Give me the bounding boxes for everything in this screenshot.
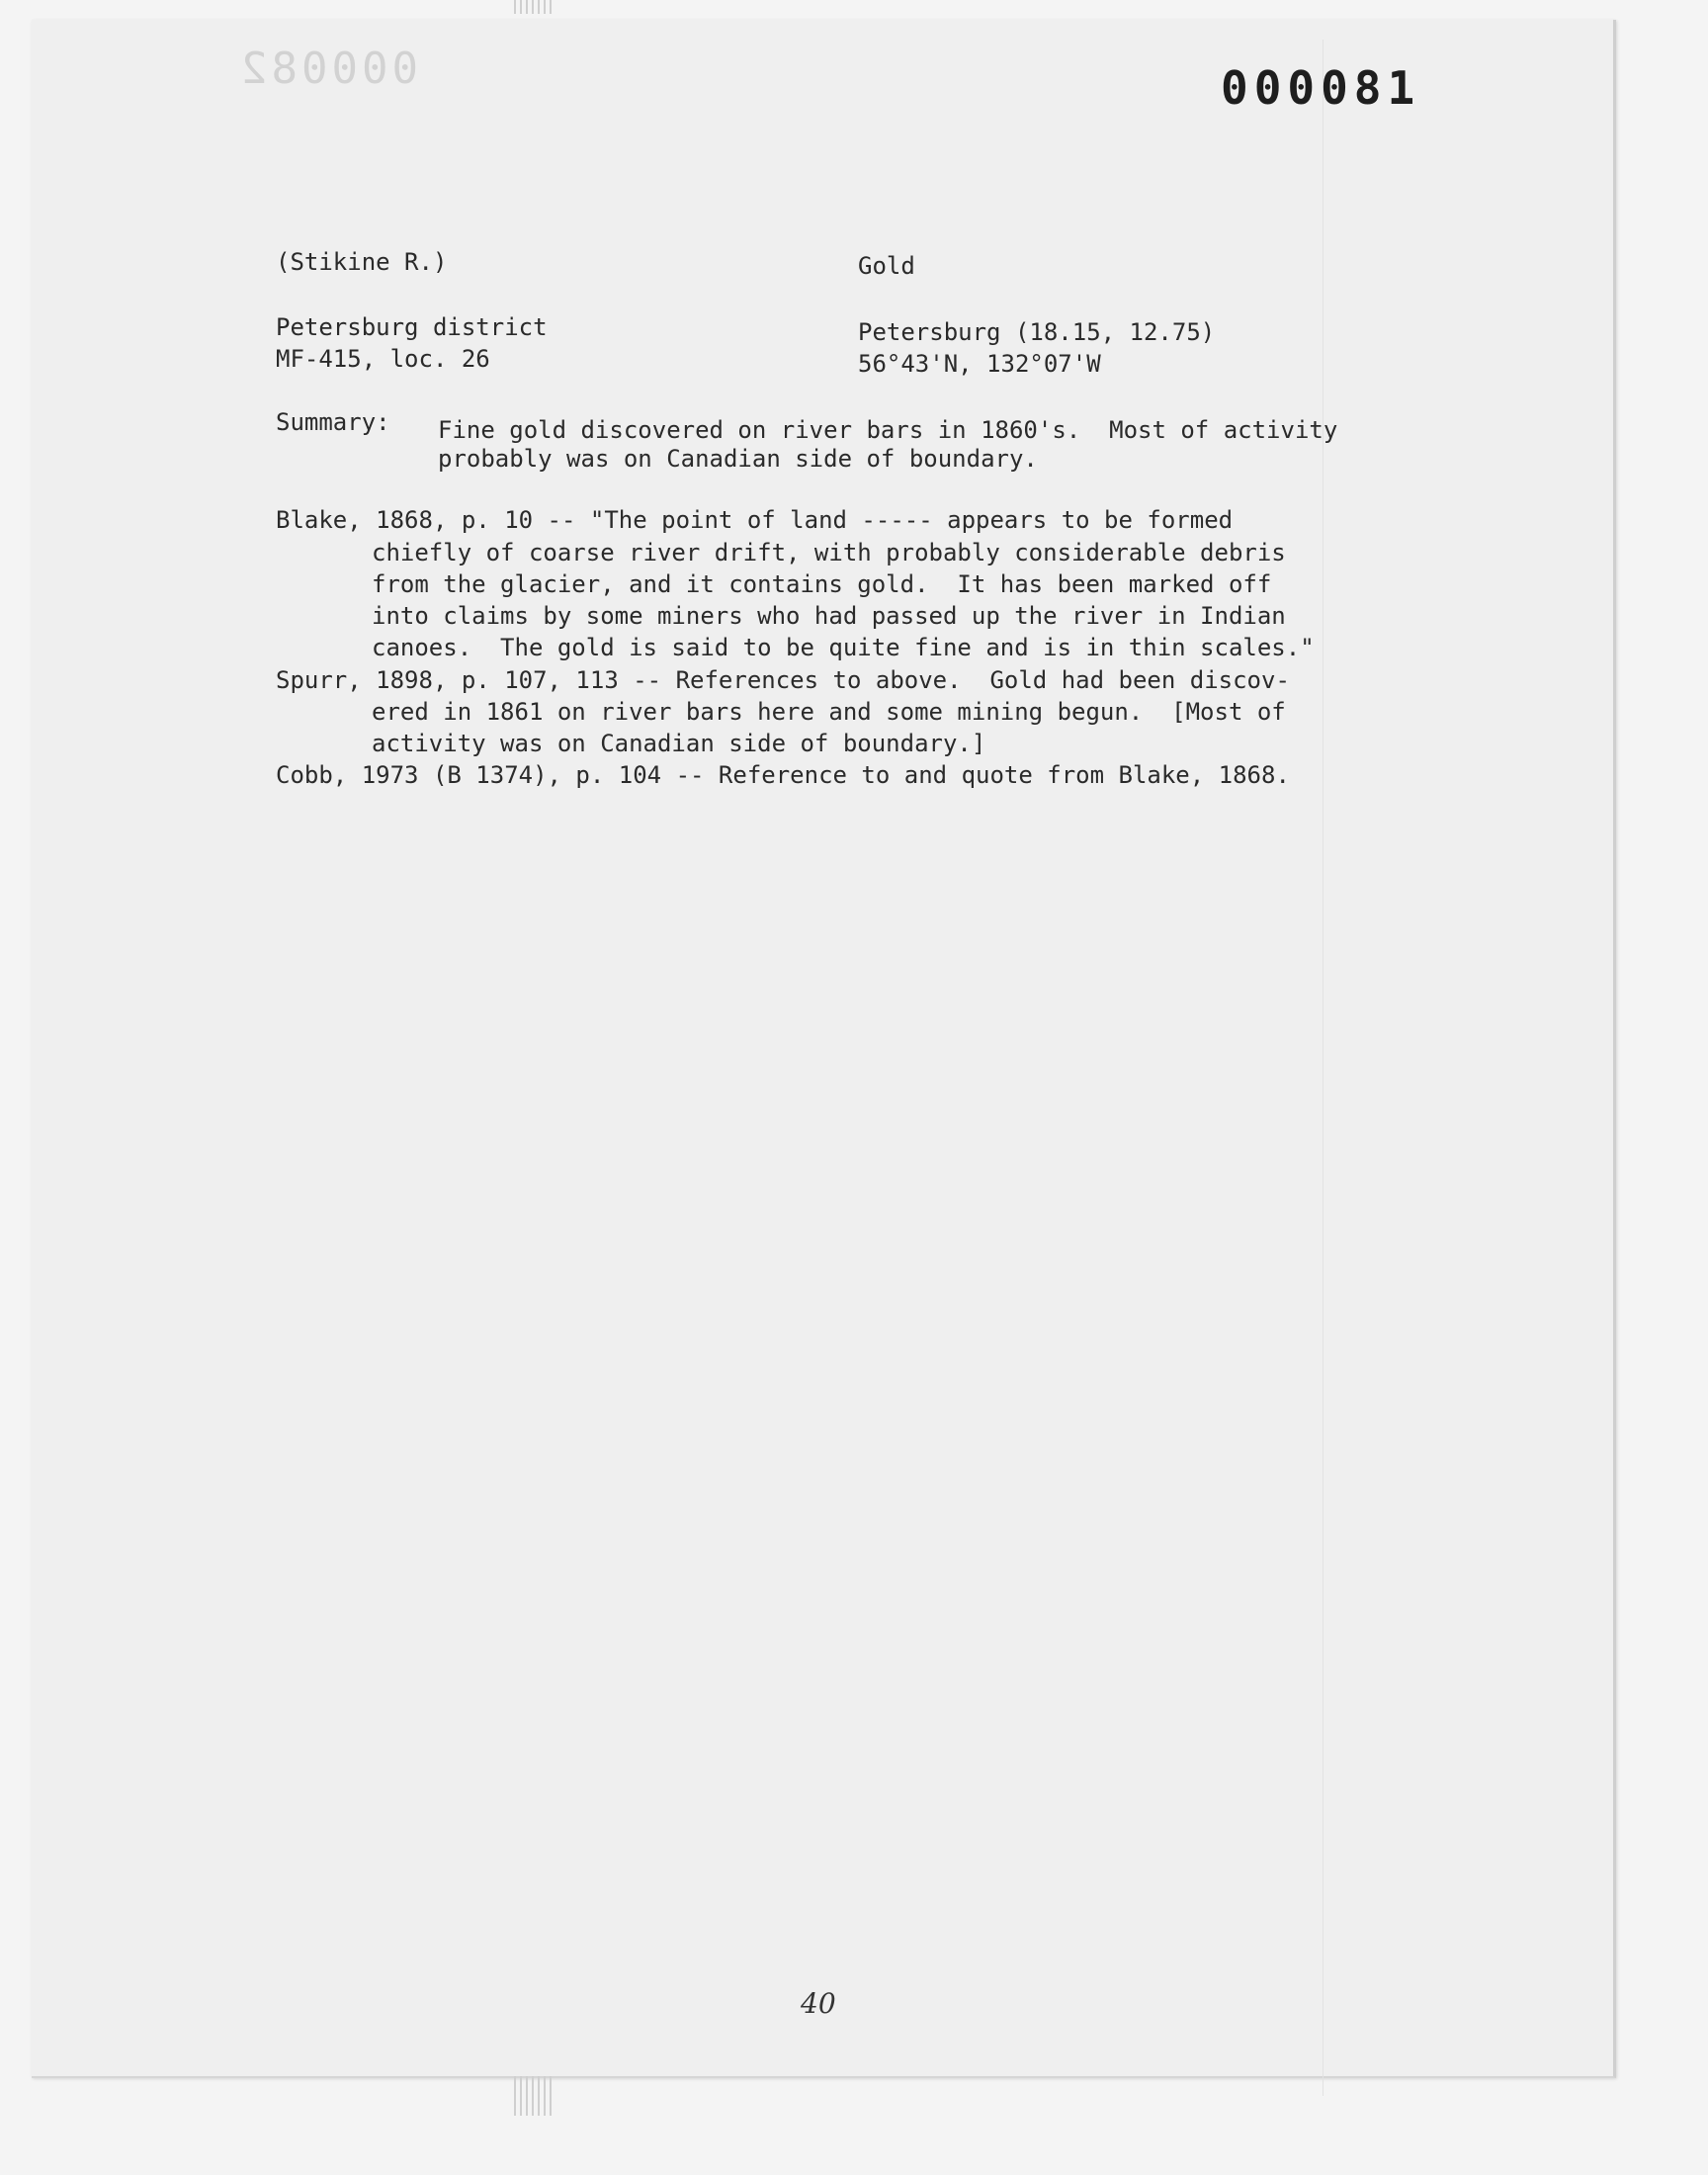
reference-blake-line-3: from the glacier, and it contains gold. It has been marked off: [372, 570, 1272, 598]
summary-line-2: probably was on Canadian side of boundary.: [438, 445, 1038, 473]
reference-cobb-line-1: Cobb, 1973 (B 1374), p. 104 -- Reference to and quote from Blake, 1868.: [276, 761, 1290, 789]
reference-blake-line-1: Blake, 1868, p. 10 -- "The point of land ----- appears to be formed: [276, 506, 1234, 534]
document-page: [32, 20, 1616, 2078]
scan-edge-marks-top: [514, 0, 554, 14]
commodity: Gold: [858, 252, 915, 280]
location-name: (Stikine R.): [276, 248, 448, 276]
reference-spurr-line-3: activity was on Canadian side of boundary.]: [372, 730, 986, 757]
district-name: Petersburg district: [276, 313, 548, 341]
reference-spurr-line-2: ered in 1861 on river bars here and some mining begun. [Most of: [372, 698, 1286, 726]
map-reference: MF-415, loc. 26: [276, 345, 490, 373]
reference-blake-line-5: canoes. The gold is said to be quite fine and is in thin scales.": [372, 634, 1315, 661]
bleed-through-number: 000082: [237, 44, 418, 94]
coordinates: 56°43'N, 132°07'W: [858, 350, 1101, 378]
scan-edge-marks-bottom: [514, 2076, 554, 2116]
reference-blake-line-4: into claims by some miners who had passed up the river in Indian: [372, 602, 1286, 630]
reference-spurr-line-1: Spurr, 1898, p. 107, 113 -- References to above. Gold had been discov-: [276, 666, 1290, 694]
document-number: 000081: [1221, 61, 1421, 115]
reference-blake-line-2: chiefly of coarse river drift, with probably considerable debris: [372, 539, 1286, 566]
scan-fold-line: [1323, 40, 1324, 2096]
page-number: 40: [801, 1987, 836, 2020]
summary-line-1: Fine gold discovered on river bars in 1860's. Most of activity: [438, 416, 1338, 444]
quadrangle: Petersburg (18.15, 12.75): [858, 318, 1216, 346]
summary-label: Summary:: [276, 408, 390, 436]
